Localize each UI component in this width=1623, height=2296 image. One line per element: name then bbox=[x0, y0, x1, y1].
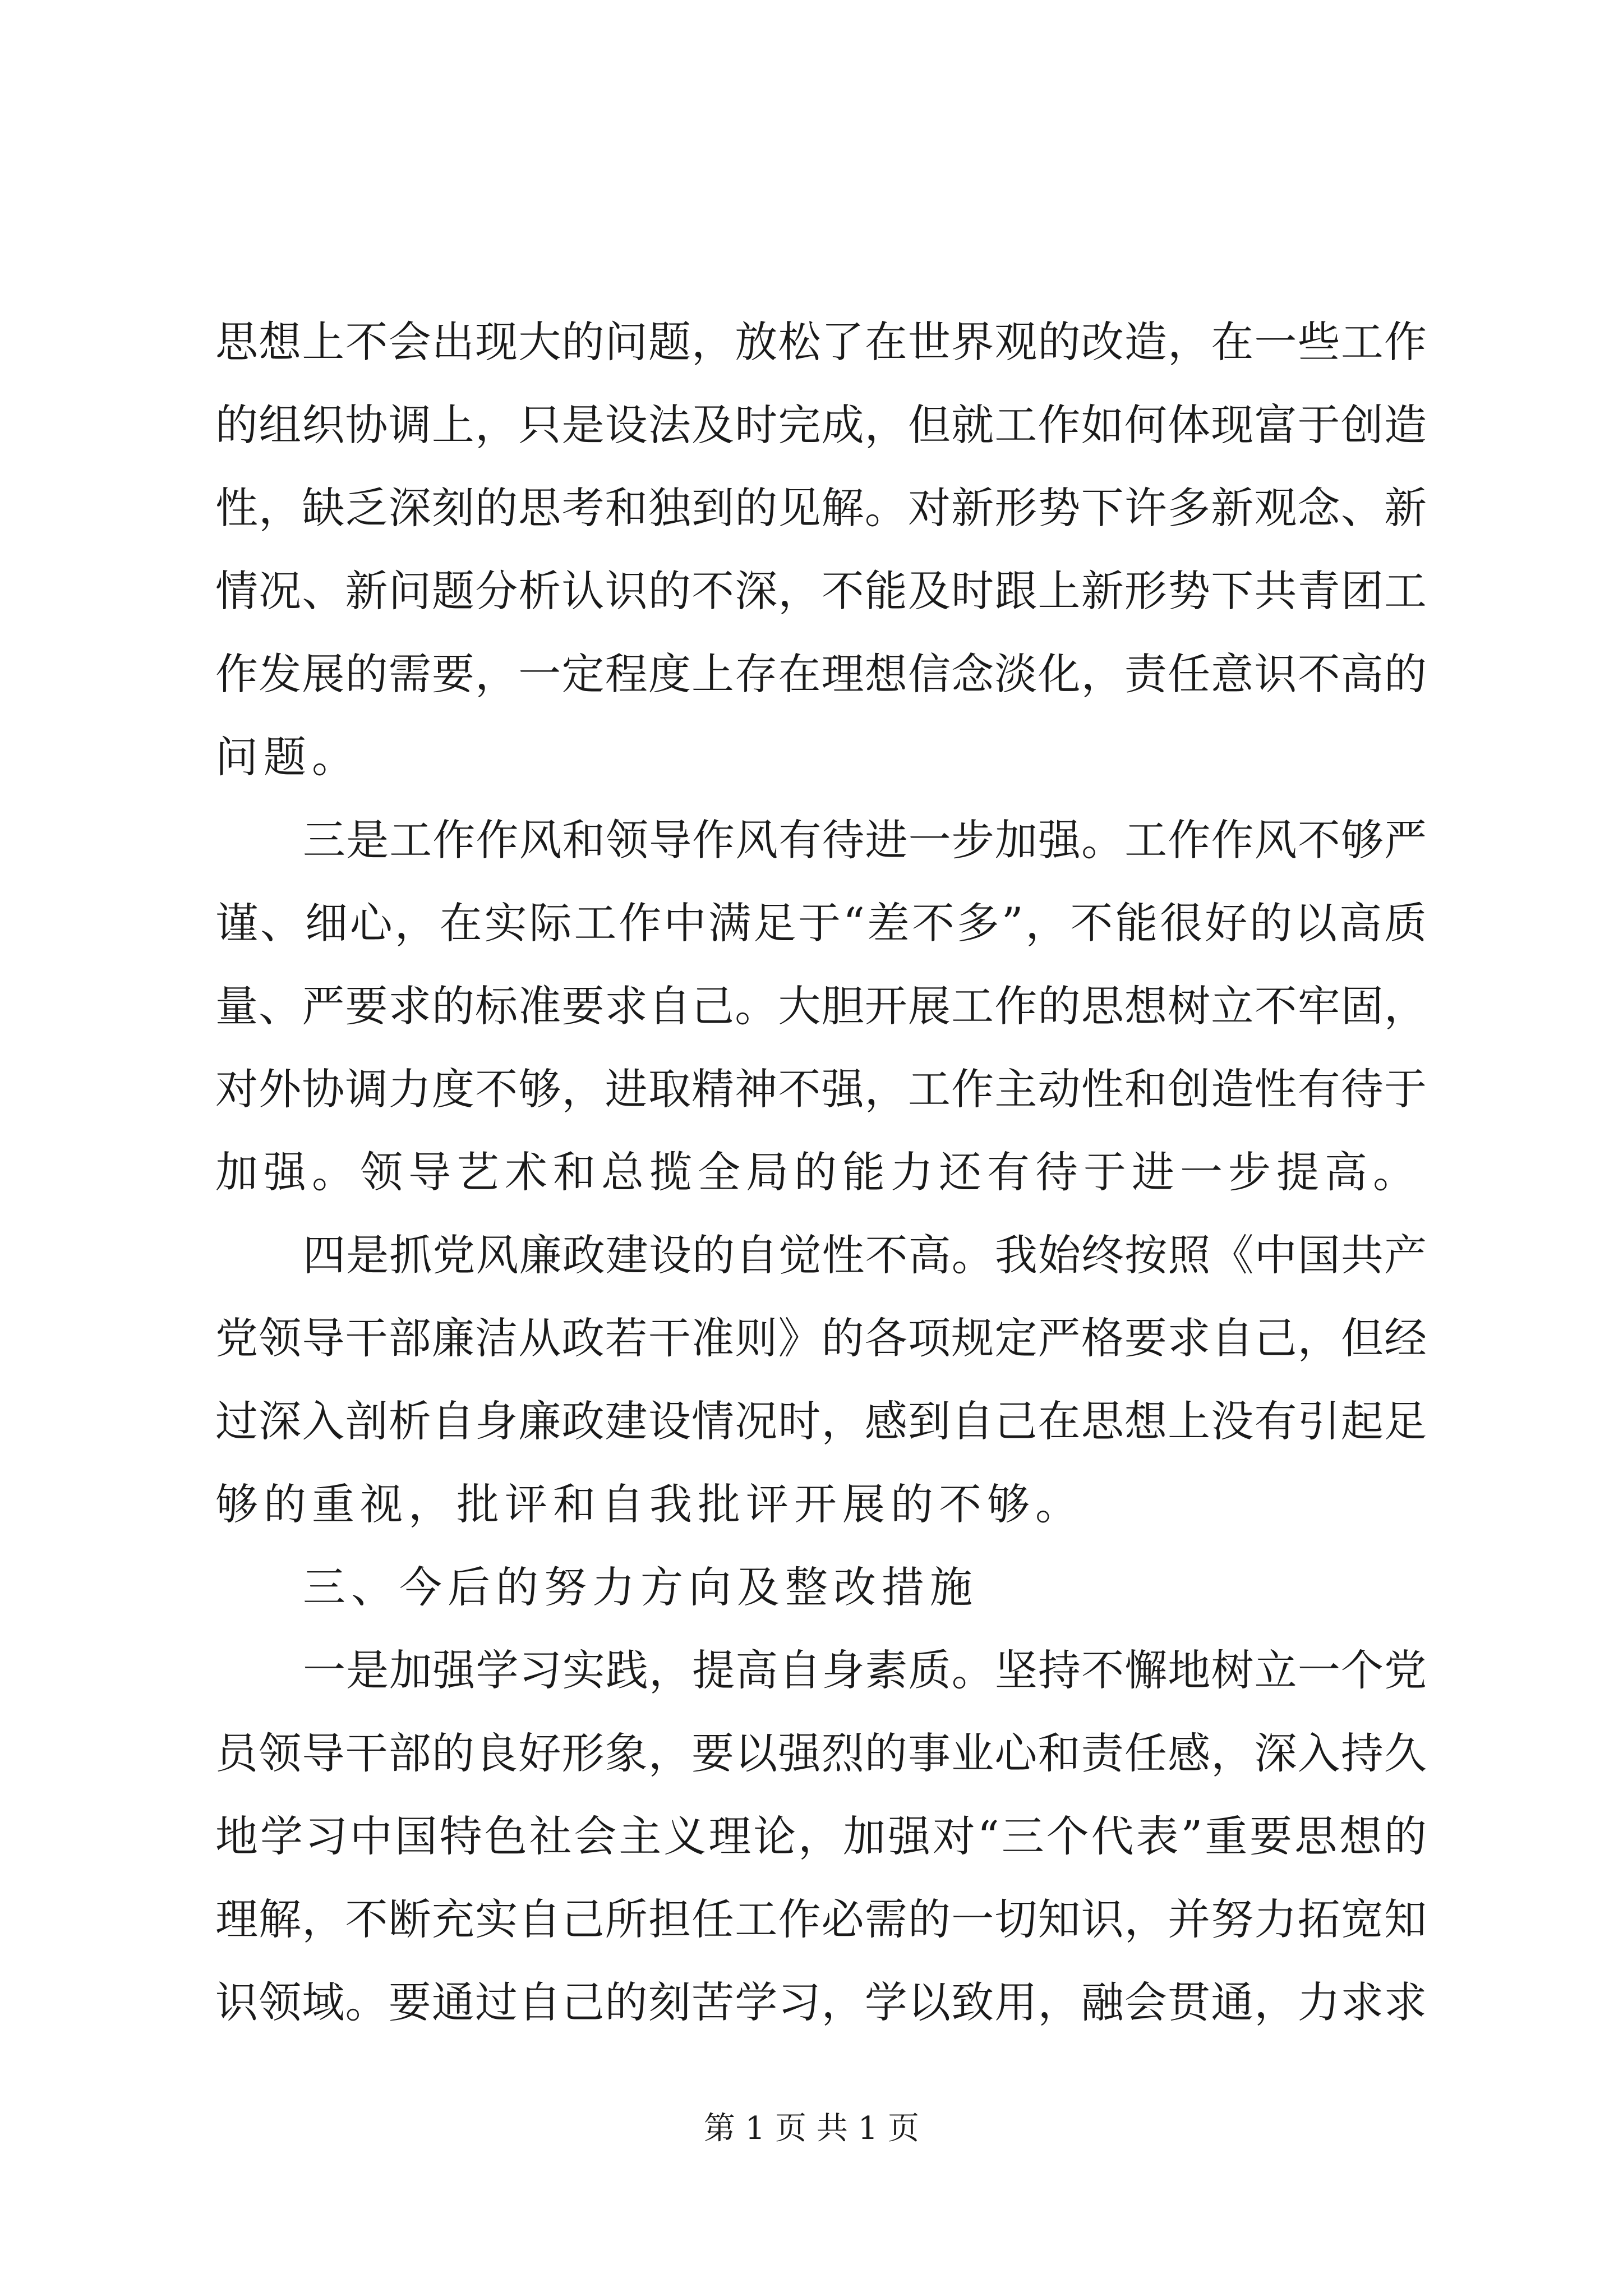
paragraph-start-line: 三是工作作风和领导作风有待进一步加强。工作作风不够严 bbox=[303, 815, 1427, 865]
text-line: 问题。 bbox=[215, 732, 360, 782]
text-line: 够的重视，批评和自我批评开展的不够。 bbox=[215, 1479, 1083, 1529]
text-line: 识领域。要通过自己的刻苦学习，学以致用，融会贯通，力求求 bbox=[215, 1977, 1427, 2027]
paragraph-start-line: 一是加强学习实践，提高自身素质。坚持不懈地树立一个党 bbox=[303, 1645, 1427, 1695]
paragraph-start-line: 四是抓党风廉政建设的自觉性不高。我始终按照《中国共产 bbox=[303, 1230, 1427, 1280]
text-line: 员领导干部的良好形象，要以强烈的事业心和责任感，深入持久 bbox=[215, 1728, 1427, 1778]
text-line: 对外协调力度不够，进取精神不强，工作主动性和创造性有待于 bbox=[215, 1064, 1427, 1114]
text-line: 情况、新问题分析认识的不深，不能及时跟上新形势下共青团工 bbox=[215, 566, 1427, 616]
text-line: 过深入剖析自身廉政建设情况时，感到自己在思想上没有引起足 bbox=[215, 1396, 1427, 1446]
text-line: 的组织协调上，只是设法及时完成，但就工作如何体现富于创造 bbox=[215, 400, 1427, 450]
text-line: 谨、细心，在实际工作中满足于“差不多”，不能很好的以高质 bbox=[215, 898, 1427, 948]
text-line: 量、严要求的标准要求自己。大胆开展工作的思想树立不牢固， bbox=[215, 981, 1427, 1031]
section-heading: 三、今后的努力方向及整改措施 bbox=[303, 1562, 978, 1612]
text-line: 加强。领导艺术和总揽全局的能力还有待于进一步提高。 bbox=[215, 1147, 1421, 1197]
text-line: 地学习中国特色社会主义理论，加强对“三个代表”重要思想的 bbox=[215, 1811, 1427, 1861]
text-line: 党领导干部廉洁从政若干准则》的各项规定严格要求自己，但经 bbox=[215, 1313, 1427, 1363]
text-line: 作发展的需要，一定程度上存在理想信念淡化，责任意识不高的 bbox=[215, 649, 1427, 699]
text-line: 性，缺乏深刻的思考和独到的见解。对新形势下许多新观念、新 bbox=[215, 483, 1427, 533]
text-line: 思想上不会出现大的问题，放松了在世界观的改造，在一些工作 bbox=[215, 317, 1427, 367]
document-body bbox=[215, 301, 1427, 2044]
text-line: 理解，不断充实自己所担任工作必需的一切知识，并努力拓宽知 bbox=[215, 1894, 1427, 1944]
page-number-footer: 第 1 页 共 1 页 bbox=[703, 2110, 920, 2147]
